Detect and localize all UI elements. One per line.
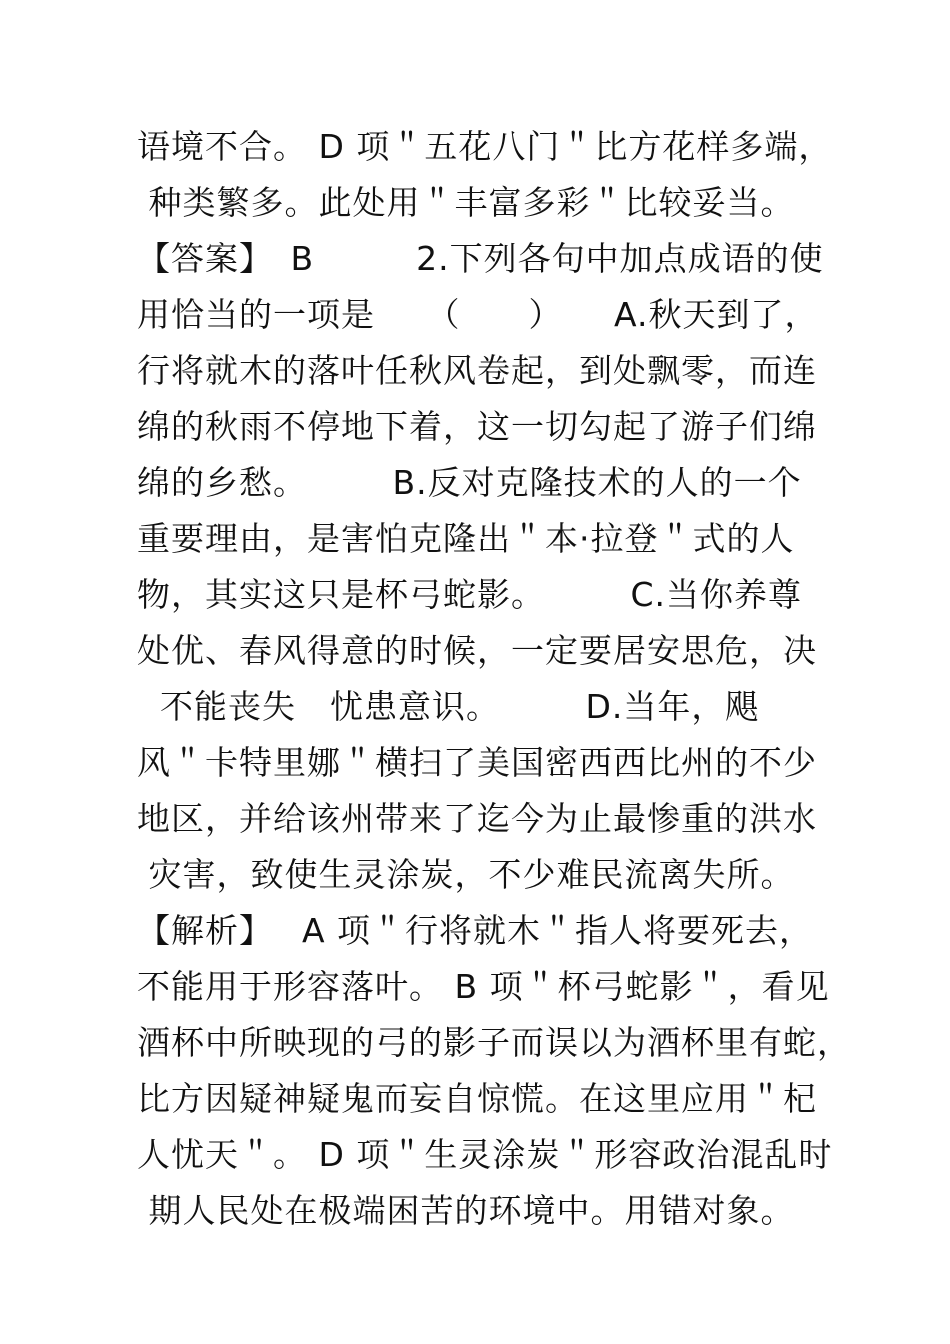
- text-line: 【答案】 B 2.下列各句中加点成语的使: [137, 239, 824, 278]
- text-line: 灾害，致使生灵涂炭，不少难民流离失所。: [137, 855, 795, 894]
- text-line: 风＂卡特里娜＂横扫了美国密西西比州的不少: [137, 743, 817, 782]
- text-line: 不能用于形容落叶。 B 项＂杯弓蛇影＂，看见: [137, 967, 830, 1006]
- text-line: 物，其实这只是杯弓蛇影。 C.当你养尊: [137, 575, 803, 614]
- text-line: 期人民处在极端困苦的环境中。用错对象。: [137, 1191, 795, 1230]
- text-line: 种类繁多。此处用＂丰富多彩＂比较妥当。: [137, 183, 795, 222]
- text-line: 语境不合。 D 项＂五花八门＂比方花样多端，: [137, 127, 833, 166]
- text-line: 行将就木的落叶任秋风卷起，到处飘零，而连: [137, 351, 817, 390]
- text-line: 绵的秋雨不停地下着，这一切勾起了游子们绵: [137, 407, 817, 446]
- text-line: 人忧天＂。 D 项＂生灵涂炭＂形容政治混乱时: [137, 1135, 833, 1174]
- text-line: 绵的乡愁。 B.反对克隆技术的人的一个: [137, 463, 802, 502]
- text-line: 重要理由，是害怕克隆出＂本·拉登＂式的人: [137, 519, 795, 558]
- text-line: 不能丧失 忧患意识。 D.当年，飓: [137, 687, 760, 726]
- text-line: 用恰当的一项是 （ ） A.秋天到了，: [137, 295, 819, 334]
- text-line: 酒杯中所映现的弓的影子而误以为酒杯里有蛇，: [137, 1023, 851, 1062]
- text-line: 处优、春风得意的时候，一定要居安思危，决: [137, 631, 817, 670]
- text-line: 地区，并给该州带来了迄今为止最惨重的洪水: [137, 799, 817, 838]
- text-line: 比方因疑神疑鬼而妄自惊慌。在这里应用＂杞: [137, 1079, 817, 1118]
- text-line: 【解析】 A 项＂行将就木＂指人将要死去，: [137, 911, 814, 950]
